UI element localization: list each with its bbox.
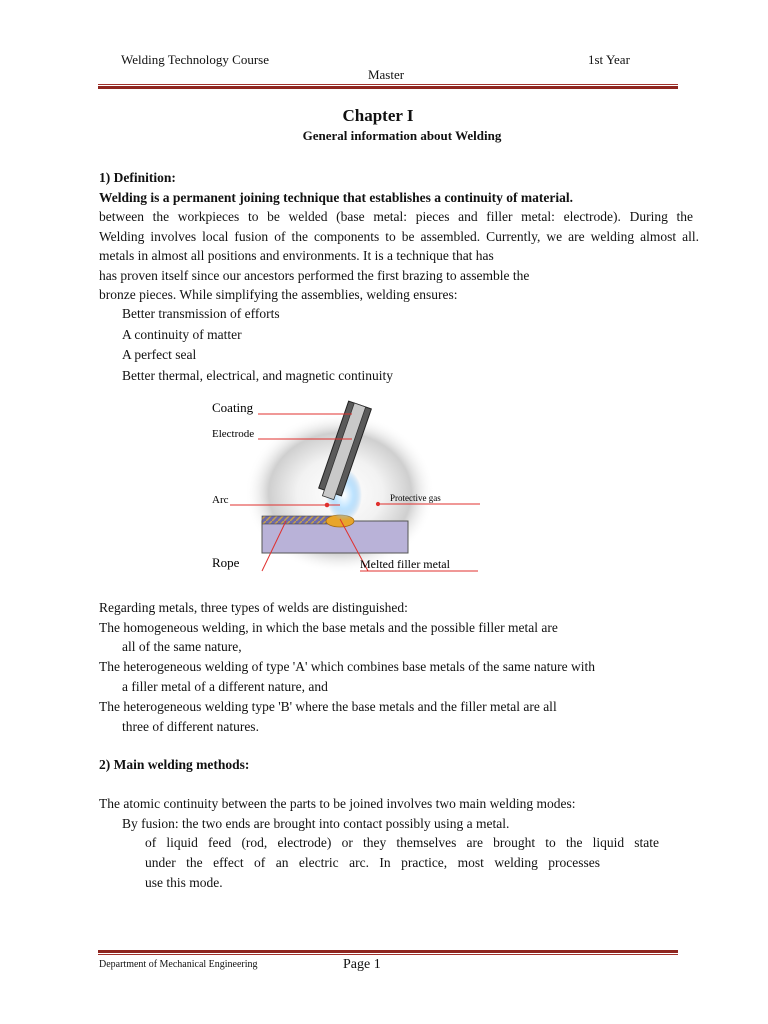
section1-line-2: Welding involves local fusion of the components to be assembled. Currently, we are welding almost all. xyxy=(99,229,699,244)
section2-bullet xyxy=(122,815,509,833)
footer-page-number: Page 1 xyxy=(343,957,381,972)
section1-line-4: has proven itself since our ancestors performed the first brazing to assemble the xyxy=(99,268,530,283)
section1-line-1: between the workpieces to be welded (base metal: pieces and filler metal: electrode). During the xyxy=(99,209,693,224)
section2-intro: The atomic continuity between the parts to be joined involves two main welding modes: xyxy=(99,796,576,811)
bullet-text: A perfect seal xyxy=(122,347,197,362)
type-item xyxy=(99,698,557,716)
section2-cont-2: under the effect of an electric arc. In practice, most welding processes xyxy=(145,855,600,870)
bullet-text: Better thermal, electrical, and magnetic continuity xyxy=(122,368,394,383)
type-item-line1: The heterogeneous welding type 'B' where the base metals and the filler metal are all xyxy=(99,699,557,714)
section2-cont-3: use this mode. xyxy=(145,875,223,890)
type-item-line2: a filler metal of a different nature, and xyxy=(122,679,328,694)
bullet-item xyxy=(122,367,393,385)
section1-lead: Welding is a permanent joining technique that establishes a continuity of material. xyxy=(99,190,574,205)
melted-filler-label: Melted filler metal xyxy=(360,557,450,571)
welding-diagram xyxy=(200,395,490,580)
bullet-text: Better transmission of efforts xyxy=(122,306,280,321)
header-level: Master xyxy=(367,67,405,82)
type-item-line2: three of different natures. xyxy=(122,719,259,734)
bullet-item xyxy=(122,346,196,364)
chapter-subtitle: General information about Welding xyxy=(302,128,502,143)
section2-heading: 2) Main welding methods: xyxy=(99,757,250,772)
type-item xyxy=(99,658,595,676)
bullet-item xyxy=(122,305,280,323)
arc-label: Arc xyxy=(212,494,229,506)
footer-rule xyxy=(98,949,678,955)
header-course: Welding Technology Course xyxy=(121,52,270,67)
coating-label: Coating xyxy=(212,400,254,415)
header-rule xyxy=(98,84,678,89)
type-item-line2: all of the same nature, xyxy=(122,639,242,654)
welding-diagram-svg xyxy=(200,395,490,580)
electrode-label: Electrode xyxy=(212,428,255,440)
section1-line-3: metals in almost all positions and environments. It is a technique that has xyxy=(99,248,494,263)
section1-line-5: bronze pieces. While simplifying the assemblies, welding ensures: xyxy=(99,287,458,302)
chapter-title: Chapter I xyxy=(342,106,414,125)
bullet-item xyxy=(122,326,242,344)
type-item xyxy=(99,619,558,637)
types-intro: Regarding metals, three types of welds are distinguished: xyxy=(99,600,408,615)
footer-department: Department of Mechanical Engineering xyxy=(99,959,258,970)
section1-heading: 1) Definition: xyxy=(99,170,176,185)
type-item-line1: The homogeneous welding, in which the base metals and the possible filler metal are xyxy=(99,620,558,635)
rope-label: Rope xyxy=(212,555,240,570)
type-item-line1: The heterogeneous welding of type 'A' which combines base metals of the same nature with xyxy=(99,659,595,674)
section2-cont-1: of liquid feed (rod, electrode) or they themselves are brought to the liquid state xyxy=(145,835,659,850)
section2-bullet-text: By fusion: the two ends are brought into contact possibly using a metal. xyxy=(122,816,510,831)
header-year: 1st Year xyxy=(588,52,630,67)
bullet-text: A continuity of matter xyxy=(122,327,242,342)
protective-gas-label: Protective gas xyxy=(390,493,441,503)
